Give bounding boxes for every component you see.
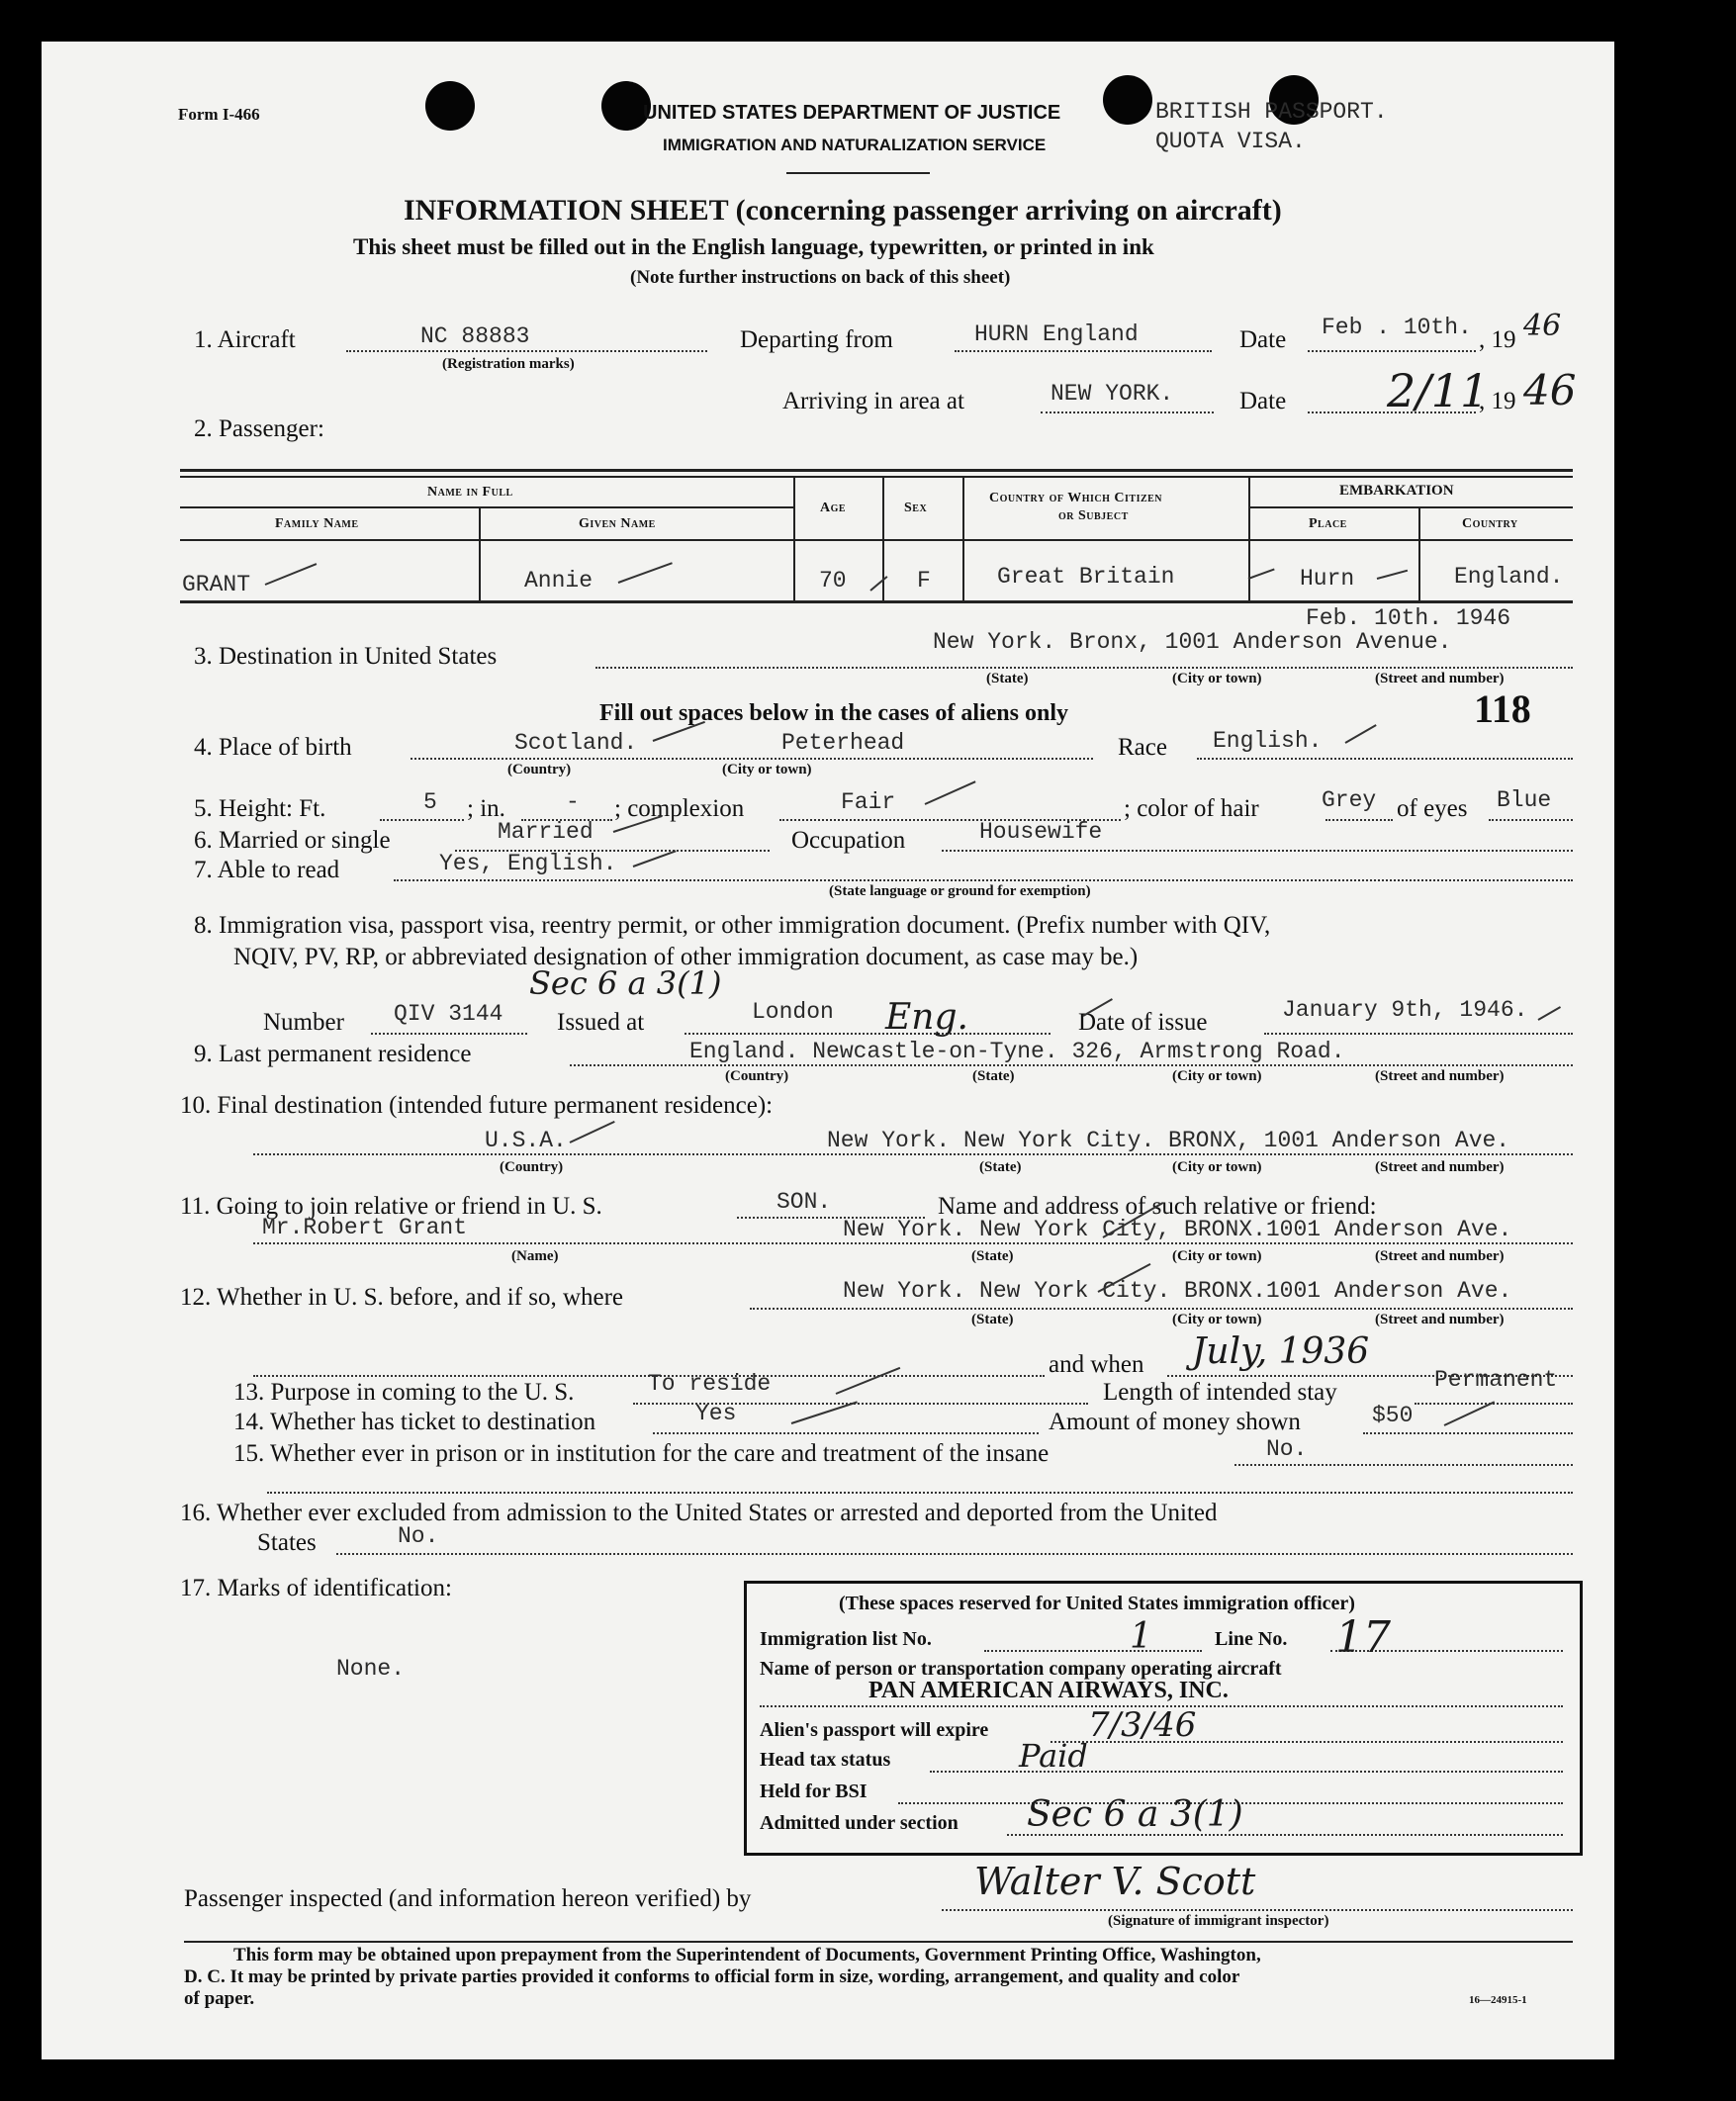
label-line-no: Line No. — [1215, 1628, 1288, 1650]
value-operating-company: PAN AMERICAN AIRWAYS, INC. — [868, 1678, 1229, 1703]
value-marital-status: Married — [498, 819, 594, 845]
label-head-tax: Head tax status — [760, 1749, 891, 1771]
form-title: INFORMATION SHEET (concerning passenger arriving on aircraft) — [404, 194, 1282, 227]
aliens-only-heading: Fill out spaces below in the cases of aliens only — [599, 700, 1069, 726]
value-final-destination-country: U.S.A. — [485, 1128, 567, 1153]
caption-city-or-town: (City or town) — [1172, 1248, 1262, 1264]
value-date-departure: Feb . 10th. — [1322, 315, 1472, 340]
value-in-us-before: New York. New York City. BRONX.1001 Anderson Ave. — [843, 1278, 1512, 1304]
caption-state: (State) — [971, 1248, 1014, 1264]
label-admitted-under: Admitted under section — [760, 1812, 959, 1834]
label-marks-of-identification: 17. Marks of identification: — [180, 1575, 452, 1601]
caption-city-or-town: (City or town) — [1172, 1068, 1262, 1084]
stamp-date-feb-10th-1946: Feb. 10th. 1946 — [1306, 605, 1511, 631]
value-head-tax: Paid — [1019, 1737, 1088, 1775]
header-embarkation: EMBARKATION — [1339, 483, 1454, 499]
department-title: UNITED STATES DEPARTMENT OF JUSTICE — [643, 102, 1061, 124]
caption-street-and-number: (Street and number) — [1375, 1068, 1505, 1084]
header-given-name: Given Name — [579, 516, 656, 531]
value-excluded: No. — [398, 1523, 439, 1549]
value-complexion: Fair — [841, 789, 896, 815]
label-final-destination: 10. Final destination (intended future permanent residence): — [180, 1092, 774, 1119]
value-ticket: Yes — [695, 1401, 737, 1426]
caption-city-or-town: (City or town) — [722, 762, 812, 777]
label-inches: ; in. — [467, 795, 505, 822]
footer-line-1: This form may be obtained upon prepayment from the Superintendent of Documents, Government Printing Office, Washington, — [233, 1945, 1261, 1965]
label-height: 5. Height: Ft. — [194, 795, 326, 822]
punch-hole — [1103, 75, 1152, 125]
punch-hole — [425, 81, 475, 131]
value-destination: New York. Bronx, 1001 Anderson Avenue. — [933, 629, 1452, 655]
header-place: Place — [1309, 516, 1347, 531]
label-money-shown: Amount of money shown — [1049, 1409, 1301, 1435]
label-immigration-visa-cont: NQIV, PV, RP, or abbreviated designation of other immigration document, as case may be.) — [233, 944, 1139, 970]
caption-state: (State) — [971, 1312, 1014, 1327]
label-destination: 3. Destination in United States — [194, 643, 498, 670]
value-immigration-list: 1 — [1130, 1616, 1152, 1657]
label-length-of-stay: Length of intended stay — [1103, 1379, 1337, 1406]
label-date-arrival: Date — [1239, 388, 1287, 414]
cell-family-name: GRANT — [182, 572, 251, 597]
value-occupation: Housewife — [979, 819, 1103, 845]
label-ticket: 14. Whether has ticket to destination — [233, 1409, 596, 1435]
value-money-shown: $50 — [1372, 1403, 1414, 1428]
cell-embark-country: England. — [1454, 564, 1564, 590]
label-passenger: 2. Passenger: — [194, 415, 324, 442]
value-final-destination: New York. New York City. BRONX, 1001 Anderson Ave. — [827, 1128, 1510, 1153]
value-last-residence: England. Newcastle-on-Tyne. 326, Armstrong Road. — [689, 1039, 1345, 1064]
inspector-signature: Walter V. Scott — [974, 1860, 1256, 1903]
value-admitted-under: Sec 6 a 3(1) — [1027, 1794, 1243, 1835]
header-name-in-full: Name in Full — [427, 485, 513, 500]
label-place-of-birth: 4. Place of birth — [194, 734, 352, 761]
label-immigration-visa: 8. Immigration visa, passport visa, reentry permit, or other immigration document. (Prefix number with QIV, — [194, 912, 1271, 939]
caption-street-and-number: (Street and number) — [1375, 1248, 1505, 1264]
header-country-subject: or Subject — [1058, 508, 1129, 523]
value-line-no: 17 — [1335, 1612, 1391, 1663]
value-able-to-read: Yes, English. — [439, 851, 617, 876]
header-country: Country — [1462, 516, 1518, 531]
label-passport-expire: Alien's passport will expire — [760, 1719, 989, 1741]
label-arriving-in-area: Arriving in area at — [782, 388, 964, 414]
value-issued-at: London — [752, 999, 834, 1025]
value-length-of-stay: Permanent — [1434, 1367, 1558, 1393]
header-age: Age — [820, 501, 847, 515]
instruction-line: This sheet must be filled out in the English language, typewritten, or printed in ink — [353, 234, 1154, 259]
value-visa-number: QIV 3144 — [394, 1001, 503, 1027]
stamp-british-passport: BRITISH PASSPORT. — [1155, 99, 1388, 125]
label-complexion: ; complexion — [614, 795, 745, 822]
header-country-citizen: Country of Which Citizen — [989, 491, 1163, 505]
value-departing-from: HURN England — [974, 321, 1139, 347]
value-relative-name: Mr.Robert Grant — [262, 1215, 468, 1240]
value-birth-country: Scotland. — [514, 730, 638, 756]
value-height-in: - — [566, 789, 580, 815]
header-sex: Sex — [904, 501, 928, 515]
caption-signature: (Signature of immigrant inspector) — [1108, 1913, 1329, 1929]
caption-registration: (Registration marks) — [442, 356, 575, 372]
label-date-of-issue: Date of issue — [1078, 1009, 1208, 1036]
handwritten-section-note: Sec 6 a 3(1) — [529, 964, 722, 1002]
caption-city-or-town: (City or town) — [1172, 1312, 1262, 1327]
label-departing-from: Departing from — [740, 326, 893, 353]
caption-street-and-number: (Street and number) — [1375, 1312, 1505, 1327]
value-when: July, 1936 — [1192, 1331, 1370, 1372]
label-aircraft: 1. Aircraft — [194, 326, 296, 353]
handwritten-eng: Eng. — [885, 997, 968, 1038]
caption-country: (Country) — [500, 1159, 564, 1175]
label-going-to-join: 11. Going to join relative or friend in U. S. — [180, 1193, 602, 1220]
print-code: 16—24915-1 — [1469, 1994, 1527, 2006]
value-hair-color: Grey — [1322, 787, 1377, 813]
value-prison: No. — [1266, 1436, 1308, 1462]
label-year-departure: , 19 — [1479, 326, 1516, 353]
value-relative-address: New York. New York City, BRONX.1001 Anderson Ave. — [843, 1217, 1512, 1242]
label-able-to-read: 7. Able to read — [194, 857, 340, 883]
label-operating-company: Name of person or transportation company operating aircraft — [760, 1658, 1282, 1680]
value-purpose: To reside — [648, 1371, 772, 1397]
caption-street-and-number: (Street and number) — [1375, 1159, 1505, 1175]
label-last-permanent-residence: 9. Last permanent residence — [194, 1041, 472, 1067]
value-date-arrival: 2/11 — [1387, 364, 1490, 417]
value-relationship: SON. — [777, 1189, 832, 1215]
value-birth-city: Peterhead — [781, 730, 905, 756]
value-date-of-issue: January 9th, 1946. — [1282, 997, 1528, 1023]
caption-country: (Country) — [507, 762, 572, 777]
label-prison: 15. Whether ever in prison or in institution for the care and treatment of the insane — [233, 1440, 1050, 1467]
label-excluded: 16. Whether ever excluded from admission to the United States or arrested and deported from the United — [180, 1500, 1218, 1526]
value-arriving-in-area: NEW YORK. — [1051, 381, 1174, 407]
footer-line-2: D. C. It may be printed by private parties provided it conforms to official form in size, wording, arrangement, and quality and color — [184, 1966, 1240, 1987]
value-eye-color: Blue — [1497, 787, 1552, 813]
cell-citizenship: Great Britain — [997, 564, 1175, 590]
cell-embark-place: Hurn — [1300, 566, 1355, 592]
value-aircraft: NC 88883 — [420, 323, 530, 349]
value-height-ft: 5 — [423, 789, 437, 815]
cell-given-name: Annie — [524, 568, 594, 594]
caption-state: (State) — [972, 1068, 1015, 1084]
label-date-departure: Date — [1239, 326, 1287, 353]
caption-name: (Name) — [511, 1248, 559, 1264]
label-number: Number — [263, 1009, 344, 1036]
stamp-quota-visa: QUOTA VISA. — [1155, 129, 1306, 154]
footer-line-3: of paper. — [184, 1988, 255, 2009]
label-color-of-hair: ; color of hair — [1124, 795, 1259, 822]
officer-box-heading: (These spaces reserved for United States immigration officer) — [839, 1593, 1355, 1614]
form-number: Form I-466 — [178, 105, 260, 124]
note-line: (Note further instructions on back of this sheet) — [630, 267, 1011, 288]
caption-country: (Country) — [725, 1068, 789, 1084]
caption-city-or-town: (City or town) — [1172, 671, 1262, 686]
label-race: Race — [1118, 734, 1167, 761]
label-excluded-cont: States — [257, 1529, 317, 1556]
caption-state: (State) — [986, 671, 1029, 686]
label-year-arrival: , 19 — [1479, 388, 1516, 414]
label-in-us-before: 12. Whether in U. S. before, and if so, where — [180, 1284, 624, 1311]
label-purpose: 13. Purpose in coming to the U. S. — [233, 1379, 575, 1406]
label-issued-at: Issued at — [557, 1009, 645, 1036]
caption-city-or-town: (City or town) — [1172, 1159, 1262, 1175]
label-married-or-single: 6. Married or single — [194, 827, 391, 854]
label-passenger-inspected: Passenger inspected (and information hereon verified) by — [184, 1885, 752, 1912]
value-race: English. — [1213, 728, 1323, 754]
label-name-and-address: Name and address of such relative or friend: — [938, 1193, 1377, 1220]
caption-street-and-number: (Street and number) — [1375, 671, 1505, 686]
value-passport-expire: 7/3/46 — [1088, 1705, 1197, 1745]
header-family-name: Family Name — [275, 516, 359, 531]
value-year-arrival: 46 — [1523, 366, 1577, 414]
label-occupation: Occupation — [791, 827, 906, 854]
value-year-departure: 46 — [1523, 309, 1562, 343]
service-title: IMMIGRATION AND NATURALIZATION SERVICE — [663, 136, 1047, 154]
cell-sex: F — [917, 568, 931, 594]
value-marks: None. — [336, 1656, 406, 1682]
cell-age: 70 — [819, 568, 847, 594]
label-immigration-list: Immigration list No. — [760, 1628, 932, 1650]
label-and-when: and when — [1049, 1351, 1144, 1378]
label-held-for-bsi: Held for BSI — [760, 1781, 868, 1802]
label-of-eyes: of eyes — [1397, 795, 1468, 822]
stamp-number-118: 118 — [1474, 686, 1531, 731]
caption-state: (State) — [979, 1159, 1022, 1175]
caption-state-language: (State language or ground for exemption) — [829, 883, 1091, 899]
